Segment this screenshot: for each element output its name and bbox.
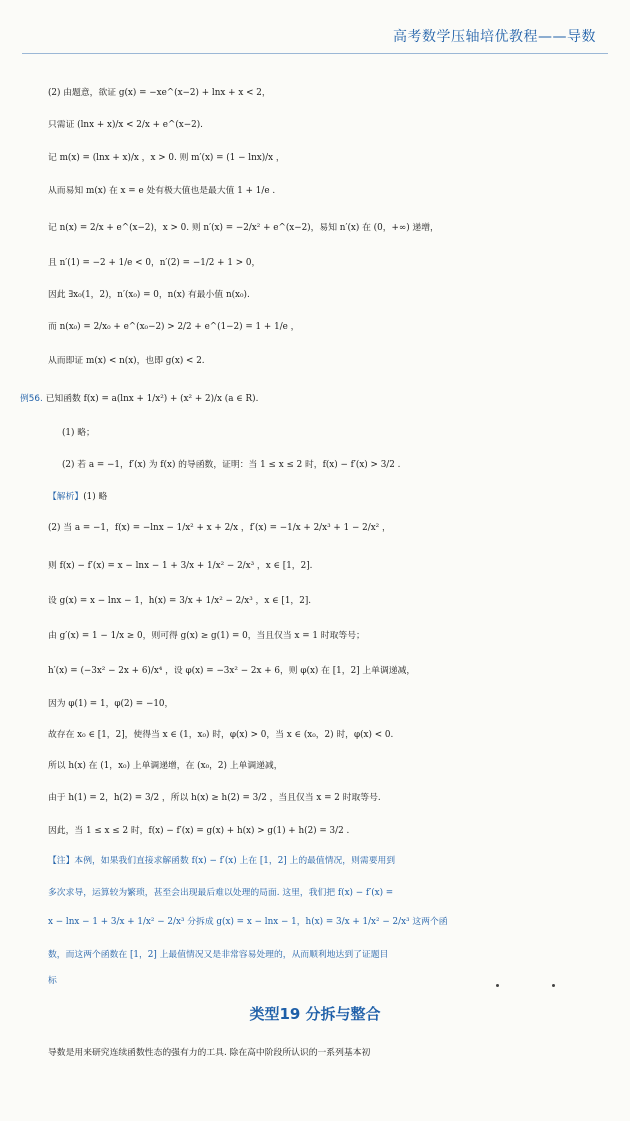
stray-mark: [496, 984, 499, 987]
solution-line: 则 f(x) − f′(x) = x − lnx − 1 + 3/x + 1/x² − 2/x³ ，x ∈ [1，2].: [48, 561, 313, 571]
example-text: 已知函数 f(x) = a(lnx + 1/x²) + (x² + 2)/x (a ∈ R).: [45, 394, 259, 404]
note-line: [48, 852, 630, 870]
stray-mark: [552, 984, 555, 987]
example-label: 例56.: [20, 394, 43, 404]
note-label: 【注】: [48, 856, 75, 866]
solution-line: 因为 φ(1) = 1，φ(2) = −10，: [48, 699, 174, 709]
note-line: 多次求导，运算较为繁琐，甚至会出现最后难以处理的局面. 这里，我们把 f(x) − f′(x) =: [48, 888, 394, 898]
running-header: 高考数学压轴培优教程——导数: [393, 29, 596, 45]
proof-line: 记 m(x) = (lnx + x)/x ，x > 0. 则 m′(x) = (1 − lnx)/x ，: [48, 153, 285, 163]
proof-line: 且 n′(1) = −2 + 1/e < 0，n′(2) = −1/2 + 1 > 0，: [48, 258, 261, 268]
solution-line: 故存在 x₀ ∈ [1，2]，使得当 x ∈ (1，x₀) 时，φ(x) > 0，当 x ∈ (x₀，2) 时，φ(x) < 0.: [48, 730, 394, 740]
solution-line: 所以 h(x) 在 (1，x₀) 上单调递增，在 (x₀，2) 上单调递减，: [48, 761, 283, 771]
proof-line: 因此 ∃x₀(1，2)，n′(x₀) = 0，n(x) 有最小值 n(x₀).: [48, 290, 250, 300]
proof-line: 只需证 (lnx + x)/x < 2/x + e^(x−2).: [48, 120, 203, 130]
solution-line: 由于 h(1) = 2，h(2) = 3/2 ，所以 h(x) ≥ h(2) = 3/2 ，当且仅当 x = 2 时取等号.: [48, 793, 381, 803]
proof-line: 记 n(x) = 2/x + e^(x−2)，x > 0. 则 n′(x) = −2/x² + e^(x−2)，易知 n′(x) 在 (0，+∞) 递增，: [48, 223, 439, 233]
note-line: 数，而这两个函数在 [1，2] 上最值情况又是非常容易处理的，从而顺利地达到了证题目: [48, 950, 389, 960]
proof-line: (2) 由题意，欲证 g(x) = −xe^(x−2) + lnx + x < 2，: [48, 88, 271, 98]
note-line: 标: [48, 976, 57, 986]
example-part1: (1) 略；: [62, 428, 95, 438]
header-rule: [22, 53, 608, 54]
section-intro: 导数是用来研究连续函数性态的强有力的工具. 除在高中阶段所认识的一系列基本初: [48, 1048, 371, 1058]
solution-line: 设 g(x) = x − lnx − 1，h(x) = 3/x + 1/x² − 2/x³ ，x ∈ [1，2].: [48, 596, 312, 606]
proof-line: 从而即证 m(x) < n(x)，也即 g(x) < 2.: [48, 356, 205, 366]
solution-line: (2) 当 a = −1，f(x) = −lnx − 1/x² + x + 2/x ，f′(x) = −1/x + 2/x³ + 1 − 2/x² ，: [48, 523, 391, 533]
example-part2: (2) 若 a = −1，f′(x) 为 f(x) 的导函数，证明：当 1 ≤ x ≤ 2 时，f(x) − f′(x) > 3/2 .: [62, 460, 401, 470]
section-title: 类型19 分拆与整合: [249, 1005, 381, 1023]
example-statement: [20, 390, 630, 408]
solution-label: 【解析】: [48, 492, 84, 502]
solution-line: 由 g′(x) = 1 − 1/x ≥ 0，则可得 g(x) ≥ g(1) = 0，当且仅当 x = 1 时取等号；: [48, 631, 365, 641]
solution-first: (1) 略: [83, 492, 108, 502]
note-text: 本例，如果我们直接求解函数 f(x) − f′(x) 上在 [1，2] 上的最值情况，则需要用到: [74, 856, 396, 866]
proof-line: 而 n(x₀) = 2/x₀ + e^(x₀−2) > 2/2 + e^(1−2) = 1 + 1/e ，: [48, 322, 300, 332]
note-line: x − lnx − 1 + 3/x + 1/x² − 2/x³ 分拆成 g(x) = x − lnx − 1，h(x) = 3/x + 1/x² − 2/x³ 这两个函: [48, 917, 448, 927]
solution-line: 因此，当 1 ≤ x ≤ 2 时，f(x) − f′(x) = g(x) + h(x) > g(1) + h(2) = 3/2 .: [48, 826, 350, 836]
solution-line: h′(x) = (−3x² − 2x + 6)/x⁴ ，设 φ(x) = −3x² − 2x + 6，则 φ(x) 在 [1，2] 上单调递减，: [48, 666, 416, 676]
proof-line: 从而易知 m(x) 在 x = e 处有极大值也是最大值 1 + 1/e .: [48, 186, 276, 196]
solution-header: [48, 488, 630, 506]
